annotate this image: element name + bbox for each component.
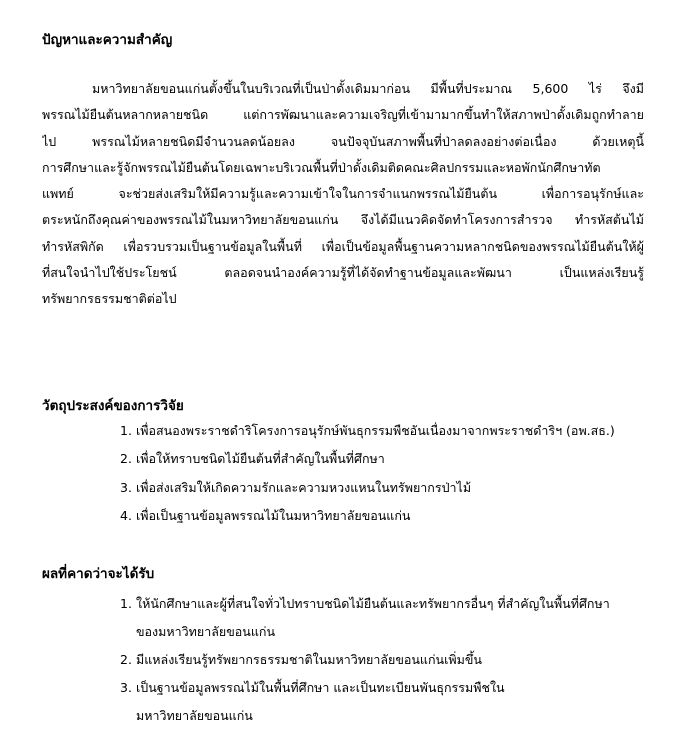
paragraph-line: ทรัพยากรธรรมชาติต่อไป [42, 291, 177, 307]
item-number: 1. [120, 423, 132, 438]
item-text-continued: ของมหาวิทยาลัยขอนแก่น [136, 624, 276, 639]
paragraph-line: การศึกษาและรู้จักพรรณไม้ยืนต้นโดยเฉพาะบริเวณพื้นที่ป่าดั้งเดิมติดคณะศิลปกรรมและหอพักนักศึกษาทัต [42, 159, 601, 175]
item-text: มีแหล่งเรียนรู้ทรัพยากรธรรมชาติในมหาวิทยาลัยขอนแก่นเพิ่มขึ้น [136, 652, 482, 667]
item-number: 4. [120, 507, 132, 523]
item-number: 3. [120, 680, 132, 695]
item-number: 3. [120, 479, 132, 495]
item-text: เพื่อส่งเสริมให้เกิดความรักและความหวงแหนในทรัพยากรป่าไม้ [136, 479, 472, 495]
problem-paragraph [42, 76, 644, 313]
paragraph-line: ที่สนใจนำไปใช้ประโยชน์ ตลอดจนนำองค์ความรู้ที่ได้จัดทำฐานข้อมูลและพัฒนา เป็นแหล่งเรียนรู้ [42, 265, 644, 281]
paragraph-line: ทำรหัสพิกัด เพื่อรวบรวมเป็นฐานข้อมูลในพื้นที่ เพื่อเป็นข้อมูลพื้นฐานความหลากชนิดของพรรณไม้ยืนต้นให้ผู้ [42, 238, 644, 254]
list-item [120, 646, 610, 674]
list-item [120, 674, 610, 730]
list-item [120, 420, 615, 448]
heading-problem: ปัญหาและความสำคัญ [42, 32, 173, 48]
item-number: 1. [120, 596, 132, 611]
paragraph-line: พรรณไม้ยืนต้นหลากหลายชนิด แต่การพัฒนาและความเจริญที่เข้ามามากขึ้นทำให้สภาพป่าดั้งเดิมถูกทำลาย [42, 107, 644, 123]
paragraph-line: มหาวิทยาลัยขอนแก่นตั้งขึ้นในบริเวณที่เป็นป่าดั้งเดิมมาก่อน มีพื้นที่ประมาณ 5,600 ไร่ จึงมี [92, 81, 644, 96]
paragraph-line: แพทย์ จะช่วยส่งเสริมให้มีความรู้และความเข้าใจในการจำแนกพรรณไม้ยืนต้น เพื่อการอนุรักษ์และ [42, 186, 644, 202]
list-item [120, 477, 615, 505]
heading-results: ผลที่คาดว่าจะได้รับ [42, 566, 155, 582]
item-number: 2. [120, 652, 132, 667]
item-text: เพื่อให้ทราบชนิดไม้ยืนต้นที่สำคัญในพื้นที่ศึกษา [136, 451, 385, 467]
results-list [120, 590, 610, 730]
item-text: เป็นฐานข้อมูลพรรณไม้ในพื้นที่ศึกษา และเป็นทะเบียนพันธุกรรมพืชใน [136, 680, 505, 695]
objectives-list [120, 420, 615, 533]
item-text-continued: มหาวิทยาลัยขอนแก่น [136, 708, 253, 723]
item-text: เพื่อเป็นฐานข้อมูลพรรณไม้ในมหาวิทยาลัยขอนแก่น [136, 507, 411, 523]
paragraph-line: ตระหนักถึงคุณค่าของพรรณไม้ในมหาวิทยาลัยขอนแก่น จึงได้มีแนวคิดจัดทำโครงการสำรวจ ทำรหัสต้นไม้ [42, 212, 644, 228]
item-number: 2. [120, 451, 132, 467]
heading-objectives: วัตถุประสงค์ของการวิจัย [42, 398, 184, 414]
item-text: เพื่อสนองพระราชดำริโครงการอนุรักษ์พันธุกรรมพืชอันเนื่องมาจากพระราชดำริฯ (อพ.สธ.) [136, 423, 615, 438]
list-item [120, 448, 615, 476]
list-item [120, 590, 610, 646]
list-item [120, 505, 615, 533]
item-text: ให้นักศึกษาและผู้ที่สนใจทั่วไปทราบชนิดไม้ยืนต้นและทรัพยากรอื่นๆ ที่สำคัญในพื้นที่ศึกษา [136, 596, 610, 611]
paragraph-line: ไป พรรณไม้หลายชนิดมีจำนวนลดน้อยลง จนปัจจุบันสภาพพื้นที่ป่าลดลงอย่างต่อเนื่อง ด้วยเหตุนี้ [42, 133, 644, 149]
